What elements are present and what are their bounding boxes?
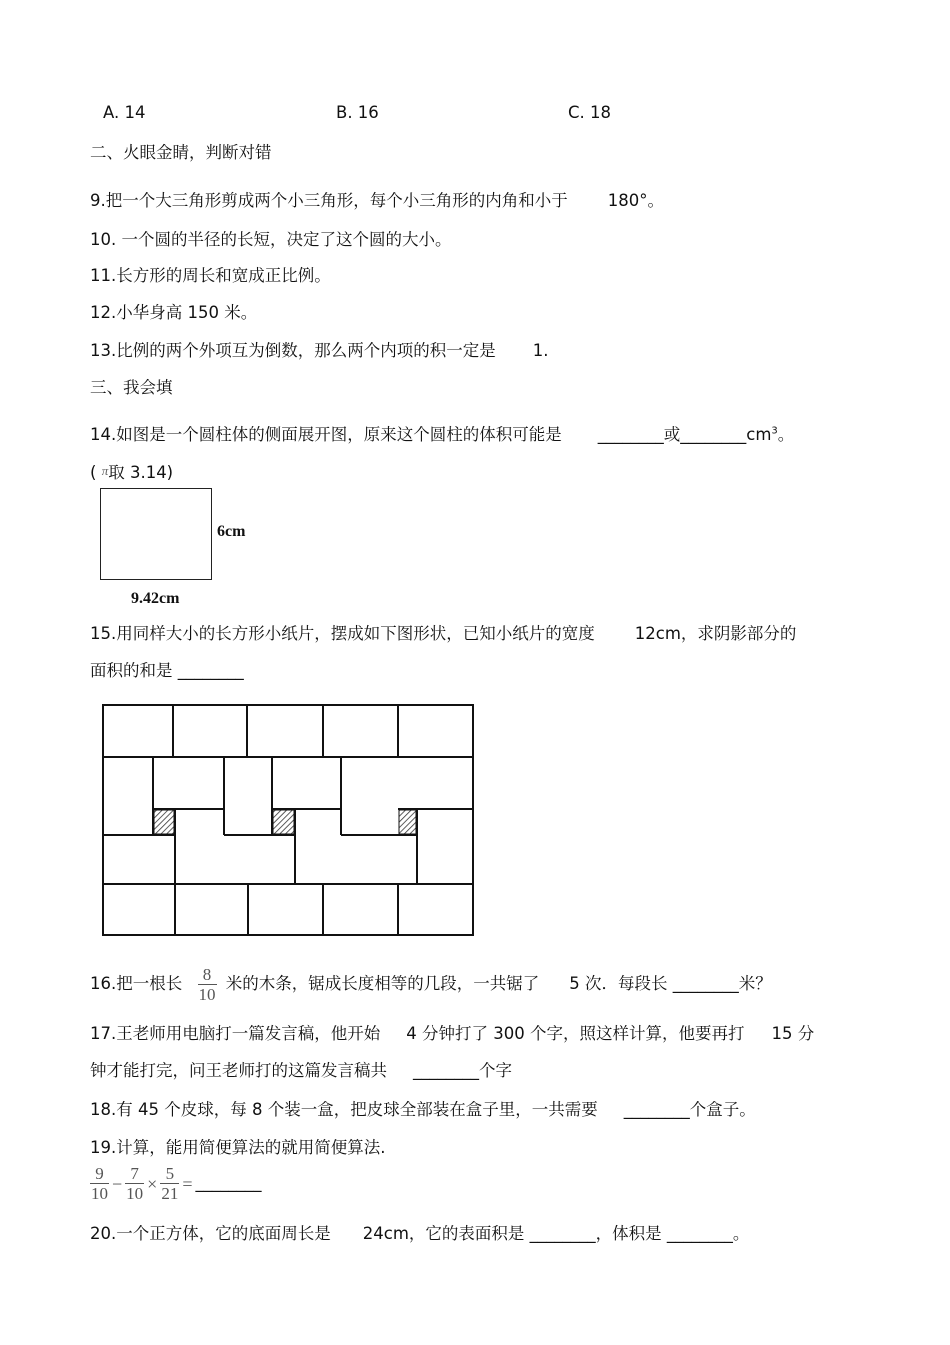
question-16-post2: 5 次．每段长 ________米？ <box>569 974 772 993</box>
numerator: 8 <box>202 965 212 984</box>
question-11: 11.长方形的周长和宽成正比例。 <box>90 266 331 285</box>
question-10: 10. 一个圆的半径的长短，决定了这个圆的大小。 <box>90 230 452 249</box>
question-17-part-d: 钟才能打完，问王老师打的这篇发言稿共 <box>90 1061 387 1080</box>
question-14-sup: 3 <box>771 425 778 437</box>
question-13 <box>90 337 549 361</box>
shaded-square-3 <box>399 810 416 834</box>
question-9-value: 180°。 <box>607 191 664 210</box>
note-paren: ( <box>90 463 97 482</box>
note-rest: 取 3.14) <box>108 463 174 482</box>
question-19-expression <box>90 1163 261 1204</box>
denominator: 10 <box>198 985 216 1004</box>
question-17-line1 <box>90 1020 814 1044</box>
question-9 <box>90 187 664 211</box>
question-9-text: 9.把一个大三角形剪成两个小三角形，每个小三角形的内角和小于 <box>90 191 568 210</box>
fraction-nine-tenths <box>90 1165 109 1202</box>
cylinder-net-rectangle <box>100 488 212 580</box>
fraction-seven-tenths <box>125 1165 144 1202</box>
numerator: 5 <box>165 1164 175 1183</box>
question-16 <box>90 964 772 1004</box>
question-14-blanks: ________或________cm <box>597 425 772 444</box>
question-19: 19.计算，能用简便算法的就用简便算法. <box>90 1138 386 1157</box>
question-15-line2: 面积的和是 ________ <box>90 661 244 680</box>
question-17-line2 <box>90 1057 512 1081</box>
question-17-part-e: ________个字 <box>413 1061 512 1080</box>
numerator: 7 <box>130 1164 139 1183</box>
denominator: 10 <box>91 1184 108 1203</box>
question-14-end: 。 <box>777 425 795 444</box>
question-20 <box>90 1220 749 1244</box>
question-20-rest: 24cm，它的表面积是 ________，体积是 ________。 <box>362 1224 750 1243</box>
choice-c: C. 18 <box>568 103 612 122</box>
question-14 <box>90 421 794 445</box>
question-16-post: 米的木条，锯成长度相等的几段，一共锯了 <box>225 974 540 993</box>
question-13-value: 1. <box>532 341 549 360</box>
minus-sign: − <box>112 1173 123 1194</box>
shaded-square-2 <box>273 810 294 834</box>
question-18 <box>90 1096 756 1120</box>
question-14-note <box>90 459 173 483</box>
question-17-part-c: 15 分 <box>771 1024 815 1043</box>
equals-sign: = <box>182 1173 193 1194</box>
question-18-text: 18.有 45 个皮球，每 8 个装一盒，把皮球全部装在盒子里，一共需要 <box>90 1100 598 1119</box>
question-18-blank: ________个盒子。 <box>623 1100 756 1119</box>
question-12: 12.小华身高 150 米。 <box>90 303 258 322</box>
figure-height-label: 6cm <box>217 523 246 540</box>
pi-symbol: π <box>101 463 109 478</box>
question-17-part-b: 4 分钟打了 300 个字，照这样计算，他要再打 <box>406 1024 745 1043</box>
question-16-pre: 16.把一根长 <box>90 974 183 993</box>
paper-tiling-figure <box>100 702 476 938</box>
denominator: 10 <box>126 1184 144 1203</box>
choice-a: A. 14 <box>103 103 146 122</box>
question-19-blank: ________ <box>195 1173 262 1192</box>
numerator: 9 <box>95 1164 104 1183</box>
figure-width-label: 9.42cm <box>131 590 180 607</box>
shaded-square-1 <box>154 810 174 834</box>
fraction-five-twentyfirsts <box>160 1165 179 1202</box>
denominator: 21 <box>161 1184 179 1203</box>
question-14-text: 14.如图是一个圆柱体的侧面展开图，原来这个圆柱的体积可能是 <box>90 425 562 444</box>
fraction-eight-tenths <box>198 966 217 1003</box>
question-20-pre: 20.一个正方体，它的底面周长是 <box>90 1224 331 1243</box>
times-sign: × <box>147 1173 158 1194</box>
question-17-part-a: 17.王老师用电脑打一篇发言稿，他开始 <box>90 1024 381 1043</box>
question-15-text: 15.用同样大小的长方形小纸片，摆成如下图形状，已知小纸片的宽度 <box>90 624 595 643</box>
question-13-text: 13.比例的两个外项互为倒数，那么两个内项的积一定是 <box>90 341 496 360</box>
section-heading-two: 二、火眼金睛，判断对错 <box>90 143 272 162</box>
choice-b: B. 16 <box>336 103 379 122</box>
question-15-value: 12cm，求阴影部分的 <box>634 624 797 643</box>
question-15-line1 <box>90 620 796 644</box>
section-heading-three: 三、我会填 <box>90 378 173 397</box>
